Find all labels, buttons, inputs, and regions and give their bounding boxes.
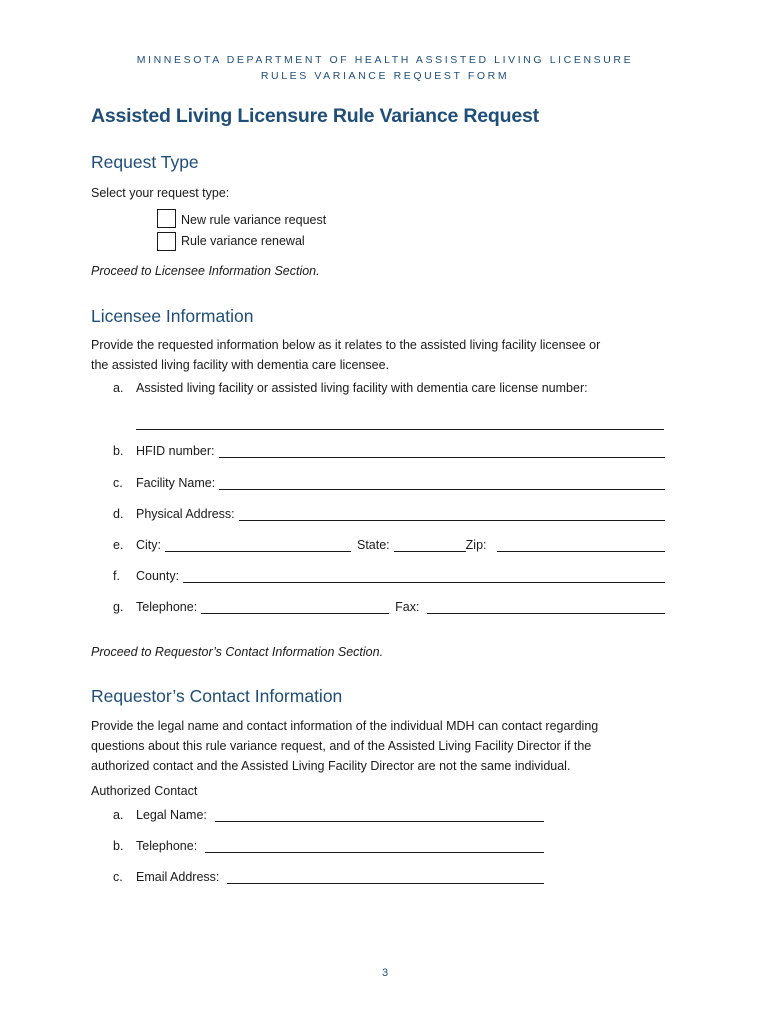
- license-number-field[interactable]: [136, 416, 664, 430]
- license-number-row: [113, 381, 665, 395]
- telephone-fax-row: [113, 600, 665, 614]
- zip-label: Zip:: [465, 538, 487, 552]
- renewal-checkbox[interactable]: [157, 232, 176, 251]
- proceed-requestor-note: Proceed to Requestor’s Contact Information Section.: [91, 645, 384, 659]
- contact-telephone-row: [113, 839, 544, 853]
- county-field[interactable]: [183, 569, 665, 583]
- licensee-intro-2: the assisted living facility with dementia care licensee.: [91, 358, 390, 372]
- item-marker: b.: [113, 839, 124, 853]
- fax-label: Fax:: [395, 600, 420, 614]
- requestor-intro-2: questions about this rule variance request, and of the Assisted Living Facility Director if the: [91, 739, 592, 753]
- item-marker: c.: [113, 476, 123, 490]
- request-type-prompt: Select your request type:: [91, 186, 230, 200]
- zip-field[interactable]: [497, 538, 665, 552]
- physical-address-label: Physical Address:: [136, 507, 235, 521]
- physical-address-row: [113, 507, 665, 521]
- legal-name-row: [113, 808, 544, 822]
- item-marker: c.: [113, 870, 123, 884]
- telephone-field[interactable]: [201, 600, 389, 614]
- license-number-label: Assisted living facility or assisted living facility with dementia care license number:: [136, 381, 588, 395]
- county-label: County:: [136, 569, 180, 583]
- licensee-heading: Licensee Information: [91, 306, 254, 326]
- renewal-label: Rule variance renewal: [181, 234, 305, 248]
- page-number: 3: [381, 967, 389, 979]
- state-label: State:: [357, 538, 390, 552]
- email-label: Email Address:: [136, 870, 220, 884]
- item-marker: b.: [113, 444, 124, 458]
- contact-telephone-label: Telephone:: [136, 839, 198, 853]
- hfid-label: HFID number:: [136, 444, 215, 458]
- fax-field[interactable]: [427, 600, 665, 614]
- facility-name-row: [113, 476, 665, 490]
- physical-address-field[interactable]: [239, 507, 665, 521]
- licensee-intro-1: Provide the requested information below as it relates to the assisted living facility licensee or: [91, 338, 601, 352]
- county-row: [113, 569, 665, 583]
- email-row: [113, 870, 544, 884]
- header-line-2: RULES VARIANCE REQUEST FORM: [260, 70, 510, 82]
- page-title: Assisted Living Licensure Rule Variance Request: [91, 105, 539, 127]
- requestor-intro-3: authorized contact and the Assisted Living Facility Director are not the same individual.: [91, 759, 571, 773]
- item-marker: a.: [113, 808, 124, 822]
- header-line-1: MINNESOTA DEPARTMENT OF HEALTH ASSISTED LIVING LICENSURE: [136, 54, 634, 66]
- facility-name-field[interactable]: [219, 476, 665, 490]
- item-marker: d.: [113, 507, 124, 521]
- contact-telephone-field[interactable]: [205, 839, 544, 853]
- authorized-contact-subheading: Authorized Contact: [91, 784, 198, 798]
- email-field[interactable]: [227, 870, 544, 884]
- state-field[interactable]: [394, 538, 466, 552]
- item-marker: f.: [113, 569, 120, 583]
- requestor-heading: Requestor’s Contact Information: [91, 686, 343, 706]
- new-variance-checkbox[interactable]: [157, 209, 176, 228]
- city-label: City:: [136, 538, 161, 552]
- telephone-label: Telephone:: [136, 600, 198, 614]
- hfid-row: [113, 444, 665, 458]
- city-state-zip-row: [113, 538, 665, 552]
- item-marker: a.: [113, 381, 124, 395]
- item-marker: g.: [113, 600, 124, 614]
- legal-name-label: Legal Name:: [136, 808, 207, 822]
- item-marker: e.: [113, 538, 124, 552]
- proceed-licensee-note: Proceed to Licensee Information Section.: [91, 264, 320, 278]
- hfid-field[interactable]: [219, 444, 666, 458]
- request-type-heading: Request Type: [91, 152, 199, 172]
- new-variance-label: New rule variance request: [181, 213, 327, 227]
- city-field[interactable]: [165, 538, 351, 552]
- legal-name-field[interactable]: [215, 808, 544, 822]
- facility-name-label: Facility Name:: [136, 476, 216, 490]
- requestor-intro-1: Provide the legal name and contact information of the individual MDH can contact regarding: [91, 719, 599, 733]
